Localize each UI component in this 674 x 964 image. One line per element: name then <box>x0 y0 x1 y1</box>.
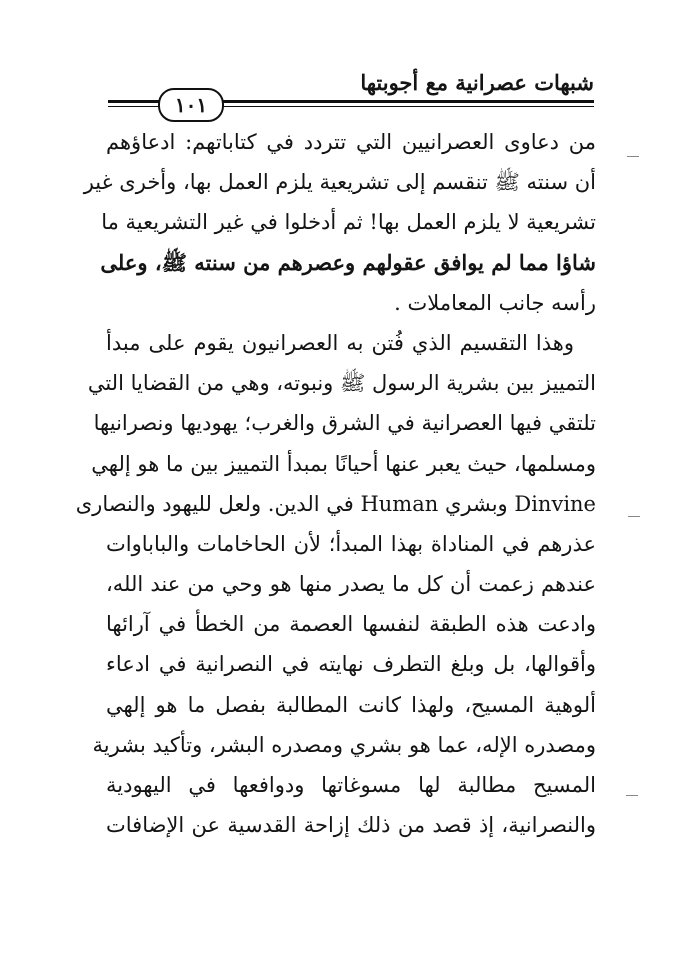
text-line-1: من دعاوى العصرانيين التي تتردد في كتاباتهم: ادعاؤهم <box>106 130 596 154</box>
page-number: ١٠١ <box>174 93 208 117</box>
body-text <box>75 122 596 845</box>
text-line-11: عذرهم في المناداة بهذا المبدأ؛ لأن الحاخامات والباباوات <box>106 531 596 556</box>
text-line-4: شاؤا مما لم يوافق عقولهم وعصرهم من سنته ﷺ، وعلى <box>100 249 596 275</box>
text-line-10: Dinvine وبشري Human في الدين. ولعل لليهود والنصارى <box>75 491 596 516</box>
scan-margin-mark <box>626 795 638 796</box>
text-line-9: ومسلمها، حيث يعبر عنها أحيانًا بمبدأ التمييز بين ما هو إلهي <box>91 451 596 476</box>
text-line-3: تشريعية لا يلزم العمل بها! ثم أدخلوا في غير التشريعية ما <box>101 210 596 235</box>
text-line-5: رأسه جانب المعاملات . <box>394 290 596 315</box>
text-line-16: ومصدره الإله، عما هو بشري ومصدره البشر، وتأكيد بشرية <box>92 732 596 757</box>
text-line-18: والنصرانية، إذ قصد من ذلك إزاحة القدسية عن الإضافات <box>106 813 596 838</box>
text-line-13: وادعت هذه الطبقة لنفسها العصمة من الخطأ في آرائها <box>106 612 596 637</box>
text-line-12: عندهم زعمت أن كل ما يصدر منها هو وحي من عند الله، <box>106 572 596 597</box>
text-line-6: وهذا التقسيم الذي فُتن به العصرانيون يقوم على مبدأ <box>106 330 574 355</box>
text-line-2: أن سنته ﷺ تنقسم إلى تشريعية يلزم العمل بها، وأخرى غير <box>83 170 596 195</box>
page-header <box>108 64 594 118</box>
text-line-14: وأقوالها، بل وبلغ التطرف نهايته في النصرانية في ادعاء <box>106 652 596 677</box>
text-line-7: التمييز بين بشرية الرسول ﷺ ونبوته، وهي من القضايا التي <box>87 371 596 396</box>
text-line-17: المسيح مطالبة لها مسوغاتها ودوافعها في اليهودية <box>106 773 596 797</box>
text-line-8: تلتقي فيها العصرانية في الشرق والغرب؛ يهوديها ونصرانيها <box>93 411 596 436</box>
scan-margin-mark <box>628 516 640 517</box>
text-line-15: ألوهية المسيح، ولهذا كانت المطالبة بفصل ما هو إلهي <box>106 692 596 717</box>
page-number-badge <box>158 88 224 122</box>
scan-margin-mark <box>627 156 639 157</box>
running-title: شبهات عصرانية مع أجوبتها <box>360 70 594 95</box>
